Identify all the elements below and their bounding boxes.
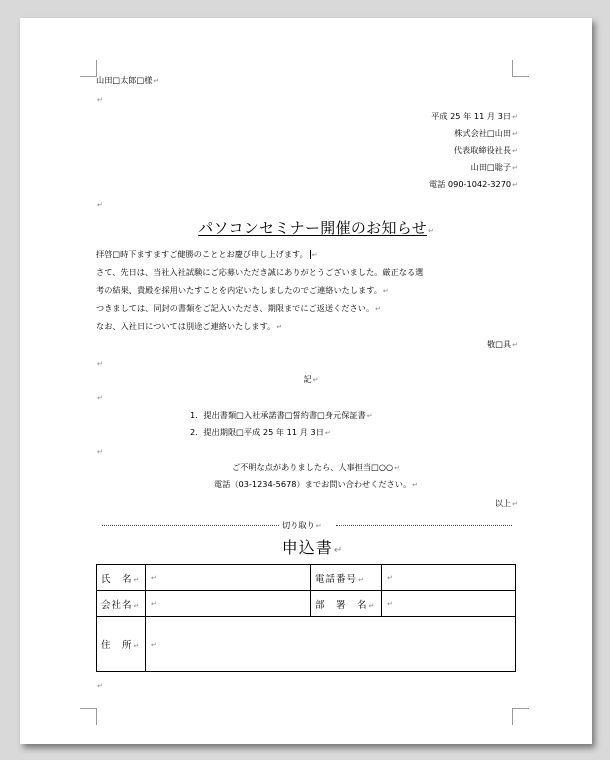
paragraph-mark: ↵ (333, 545, 343, 556)
document-title: パソコンセミナー開催のお知らせ↵ (198, 219, 434, 237)
paragraph-mark: ↵ (97, 448, 103, 456)
paragraph-mark: ↵ (394, 464, 401, 472)
sender-phone: 電話 090-1042-3270↵ (428, 179, 518, 189)
address-field[interactable] (146, 617, 516, 672)
ki-heading: 記↵ (303, 374, 319, 384)
paragraph-mark: ↵ (97, 201, 103, 209)
empty-paragraph (96, 94, 103, 105)
paragraph-mark: ↵ (412, 481, 419, 489)
paragraph-mark: ↵ (512, 147, 518, 155)
phone-label: 電話番号↵ (311, 565, 382, 591)
paragraph-mark: ↵ (151, 600, 157, 608)
paragraph-mark: ↵ (97, 360, 103, 368)
sender-position: 代表取締役社長↵ (453, 145, 518, 155)
form-row (97, 617, 516, 672)
paragraph-mark: ↵ (366, 412, 373, 420)
form-row (97, 591, 516, 617)
item-1: 1．提出書類□入社承諾書□誓約書□身元保証書↵ (190, 410, 373, 420)
company-label: 会社名↵ (97, 591, 146, 617)
paragraph-mark: ↵ (512, 113, 518, 121)
name-field[interactable] (146, 565, 311, 591)
document-page (20, 18, 592, 744)
ijo: 以上↵ (494, 498, 518, 508)
crop-mark-top-left (80, 60, 97, 77)
body-closing: 敬□具↵ (487, 339, 518, 349)
address-label: 住 所↵ (97, 617, 146, 672)
empty-paragraph (96, 392, 103, 403)
contact-line-1: ご不明な点がありましたら、人事担当□○○↵ (231, 462, 401, 472)
body-line-2: さて、先日は、当社入社試験にご応募いただき誠にありがとうございました。厳正なる選 (96, 267, 424, 277)
crop-mark-top-right (512, 60, 529, 77)
paragraph-mark: ↵ (97, 682, 103, 690)
recipient: 山田□太郎□様↵ (96, 75, 160, 85)
paragraph-mark: ↵ (133, 575, 141, 584)
paragraph-mark: ↵ (312, 376, 319, 384)
form-title: 申込書↵ (281, 538, 343, 557)
dept-label: 部 署 名↵ (311, 591, 382, 617)
crop-mark-bottom-left (80, 708, 97, 725)
crop-mark-bottom-right (512, 708, 529, 725)
empty-paragraph (96, 199, 103, 210)
cut-label: 切り取り↵ (282, 520, 322, 530)
paragraph-mark: ↵ (387, 574, 393, 582)
paragraph-mark: ↵ (276, 323, 283, 331)
empty-paragraph (96, 358, 103, 369)
paragraph-mark: ↵ (512, 164, 518, 172)
paragraph-mark: ↵ (512, 500, 518, 508)
paragraph-mark: ↵ (97, 394, 103, 402)
form-row (97, 565, 516, 591)
paragraph-mark: ↵ (512, 130, 518, 138)
paragraph-mark: ↵ (324, 429, 331, 437)
paragraph-mark: ↵ (151, 574, 157, 582)
dept-field[interactable] (382, 591, 516, 617)
paragraph-mark: ↵ (512, 341, 518, 349)
body-line-5: なお、入社日については別途ご連絡いたします。↵ (96, 321, 283, 331)
paragraph-mark: ↵ (311, 251, 318, 259)
paragraph-mark: ↵ (153, 77, 160, 85)
paragraph-mark: ↵ (512, 181, 518, 189)
empty-paragraph (96, 446, 103, 457)
body-line-3: 考の結果、貴殿を採用いたすことを内定いたしましたのでご連絡いたします。↵ (96, 285, 389, 295)
paragraph-mark: ↵ (368, 601, 376, 610)
paragraph-mark: ↵ (97, 96, 103, 104)
paragraph-mark: ↵ (133, 642, 141, 650)
paragraph-mark: ↵ (382, 287, 389, 295)
sender-company: 株式会社□山田↵ (454, 128, 518, 138)
paragraph-mark: ↵ (387, 600, 393, 608)
paragraph-mark: ↵ (358, 575, 365, 584)
item-2: 2．提出期限□平成 25 年 11 月 3日↵ (190, 427, 331, 437)
sender-name: 山田□聡子↵ (470, 162, 518, 172)
body-line-4: つきましては、同封の書類をご記入いただき、期限までにご返送ください。↵ (96, 303, 381, 313)
cut-line-right (336, 525, 512, 526)
empty-paragraph (96, 680, 103, 691)
name-label: 氏 名↵ (97, 565, 146, 591)
body-line-1: 拝啓□時下ますますご健勝のこととお慶び申し上げます。 ↵ (96, 249, 318, 259)
paragraph-mark: ↵ (375, 305, 381, 313)
paragraph-mark: ↵ (133, 601, 141, 610)
paragraph-mark: ↵ (427, 227, 434, 235)
application-form-table (96, 564, 516, 672)
cut-line-left (102, 525, 279, 526)
phone-field[interactable] (382, 565, 516, 591)
paragraph-mark: ↵ (151, 640, 157, 649)
contact-line-2: 電話（03-1234-5678）までお問い合わせください。↵ (213, 479, 419, 489)
company-field[interactable] (146, 591, 311, 617)
sender-date: 平成 25 年 11 月 3日↵ (431, 111, 518, 121)
text-cursor (310, 250, 311, 259)
paragraph-mark: ↵ (315, 522, 322, 530)
